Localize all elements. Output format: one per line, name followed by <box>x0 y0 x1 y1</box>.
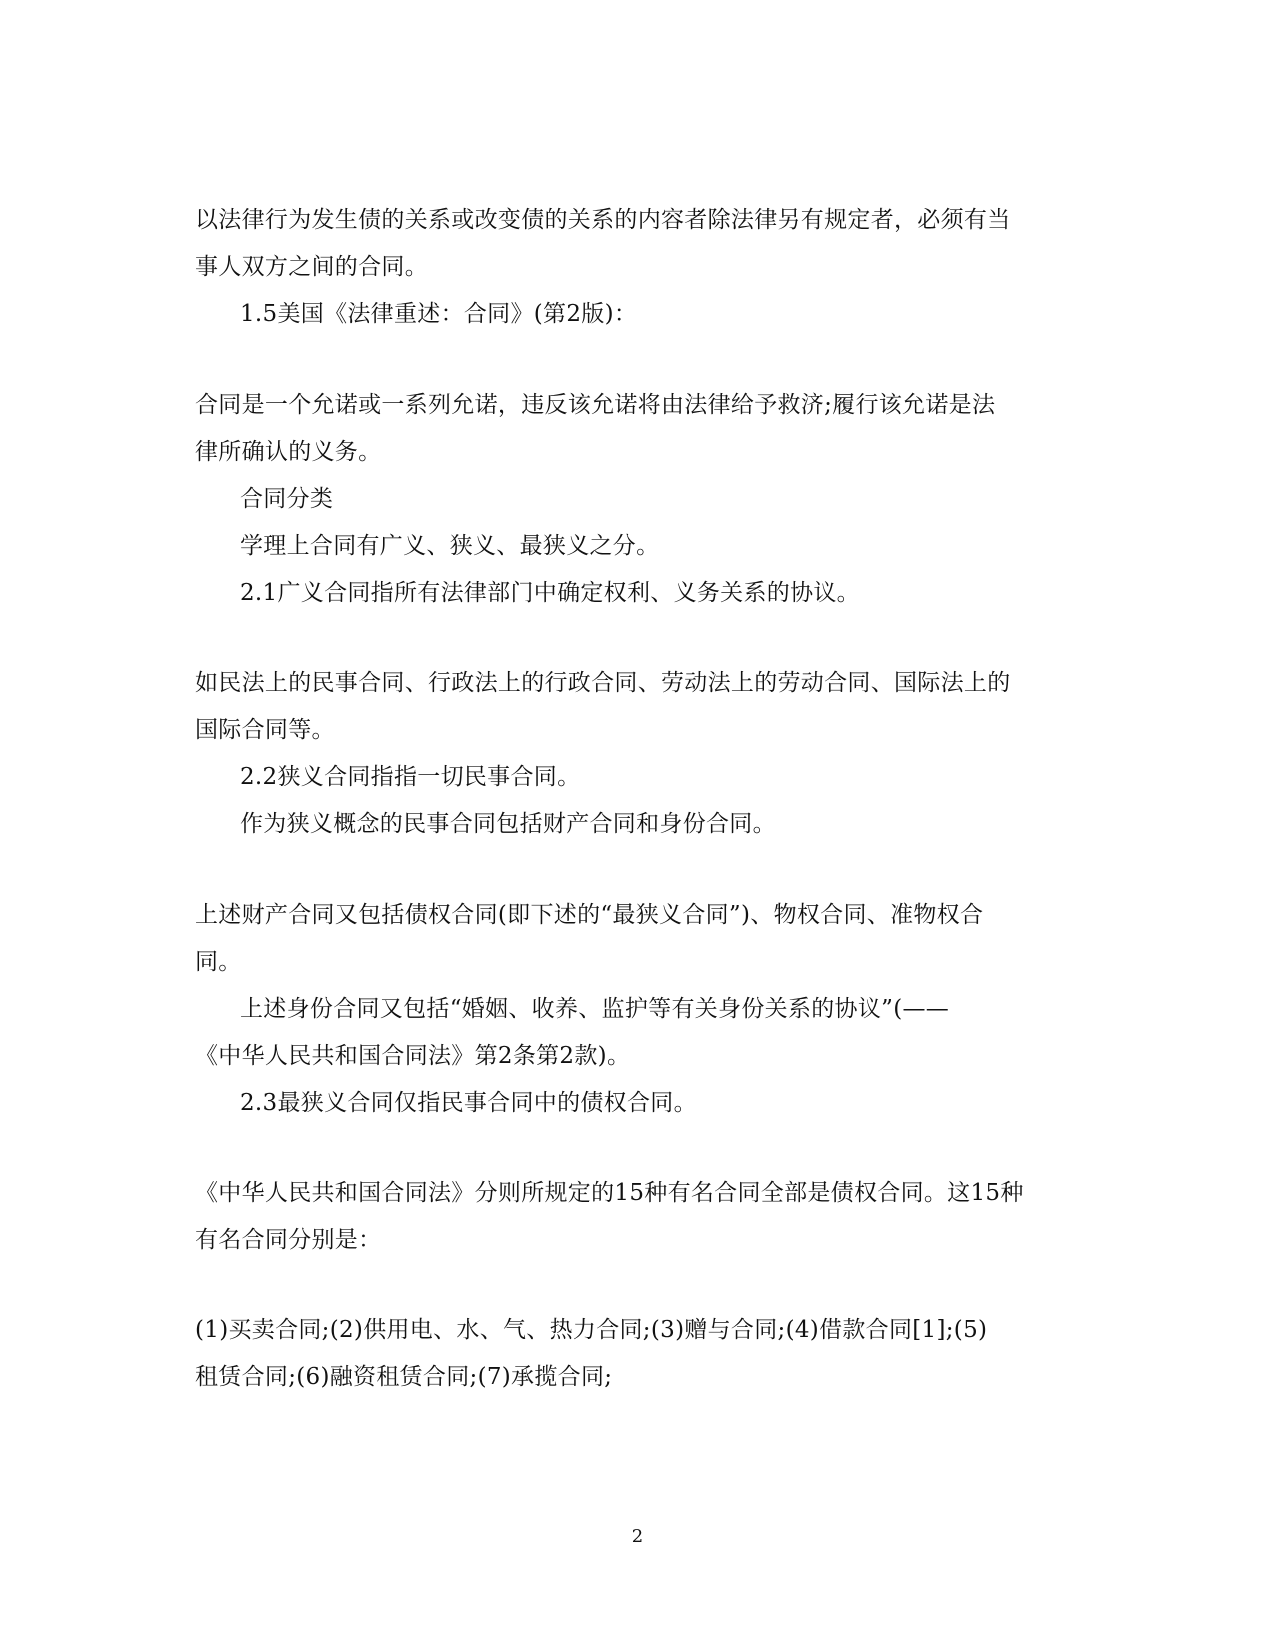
body-text-line: 事人双方之间的合同。 <box>195 254 428 280</box>
section-heading: 2.2狭义合同指指一切民事合同。 <box>240 764 581 790</box>
body-text-line: 同。 <box>195 949 242 975</box>
page-number: 2 <box>631 1526 644 1547</box>
body-text-line: 上述身份合同又包括“婚姻、收养、监护等有关身份关系的协议”(—— <box>240 996 950 1022</box>
body-text-line: 如民法上的民事合同、行政法上的行政合同、劳动法上的劳动合同、国际法上的 <box>195 670 1011 696</box>
body-text-line: 以法律行为发生债的关系或改变债的关系的内容者除法律另有规定者，必须有当 <box>195 207 1011 233</box>
body-text-line: 律所确认的义务。 <box>195 439 382 465</box>
section-heading: 2.3最狭义合同仅指民事合同中的债权合同。 <box>240 1090 697 1116</box>
body-text-line: 上述财产合同又包括债权合同(即下述的“最狭义合同”)、物权合同、准物权合 <box>195 902 984 928</box>
body-text-line: 合同是一个允诺或一系列允诺，违反该允诺将由法律给予救济;履行该允诺是法 <box>195 392 996 418</box>
body-text-line: 国际合同等。 <box>195 717 335 743</box>
body-text-line: 租赁合同;(6)融资租赁合同;(7)承揽合同; <box>195 1364 613 1390</box>
body-text-line: 有名合同分别是： <box>195 1227 382 1253</box>
body-text-line: 作为狭义概念的民事合同包括财产合同和身份合同。 <box>240 811 776 837</box>
body-text-line: 《中华人民共和国合同法》第2条第2款)。 <box>195 1043 631 1069</box>
body-text-line: 学理上合同有广义、狭义、最狭义之分。 <box>240 533 660 559</box>
body-text-line: (1)买卖合同;(2)供用电、水、气、热力合同;(3)赠与合同;(4)借款合同[1];(5) <box>195 1317 988 1343</box>
section-heading: 2.1广义合同指所有法律部门中确定权利、义务关系的协议。 <box>240 580 860 606</box>
body-text-line: 《中华人民共和国合同法》分则所规定的15种有名合同全部是债权合同。这15种 <box>195 1180 1024 1206</box>
section-heading: 合同分类 <box>240 486 334 512</box>
section-heading: 1.5美国《法律重述：合同》(第2版)： <box>240 301 638 327</box>
